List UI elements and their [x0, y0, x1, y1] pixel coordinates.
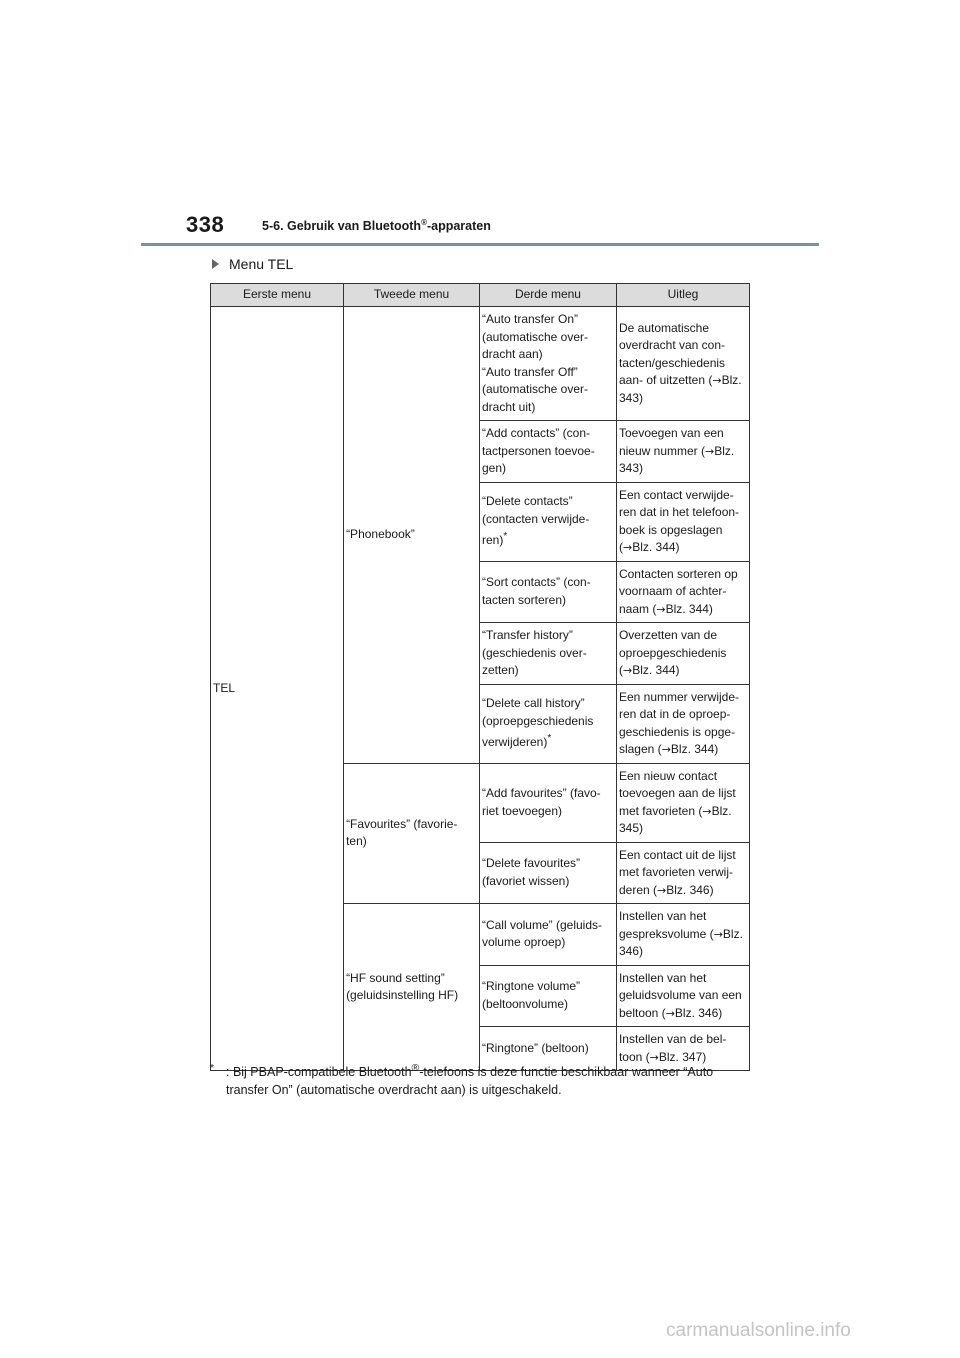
third-menu-cell: “Add contacts” (con-tactpersonen toevoe-gen): [479, 421, 616, 483]
footnote-star: *: [547, 733, 552, 745]
explanation-cell: Een contact verwijde-ren dat in het telefoon-boek is opgeslagen (→Blz. 344): [616, 482, 749, 561]
table-header-row: [211, 284, 750, 307]
explanation-cell: Een nummer verwijde-ren dat in de oproep-geschiedenis is opge-slagen (→Blz. 344): [616, 684, 749, 763]
footnote-star: *: [503, 531, 508, 543]
header-first-menu: Eerste menu: [211, 284, 344, 307]
header-second-menu: Tweede menu: [344, 284, 480, 307]
page-reference[interactable]: Blz. 344: [632, 540, 676, 554]
page-reference[interactable]: Blz. 343: [618, 443, 735, 475]
third-menu-cell: “Delete call history” (oproepgeschiedenis verwijderen)*: [479, 684, 616, 763]
section-title: 5-6. Gebruik van Bluetooth®-apparaten: [262, 218, 491, 234]
arrow-right-icon: →: [622, 541, 633, 554]
third-menu-cell: “Call volume” (geluids-volume oproep): [479, 904, 616, 966]
explanation-cell: Instellen van het geluidsvolume van een beltoon (→Blz. 346): [616, 965, 749, 1027]
third-menu-cell: “Sort contacts” (con-tacten sorteren): [479, 561, 616, 623]
subsection-heading: [212, 256, 293, 272]
explanation-cell: Instellen van het gespreksvolume (→Blz. 346): [616, 904, 749, 966]
table-row: [211, 307, 750, 421]
page-number: 338: [186, 212, 225, 237]
arrow-right-icon: →: [665, 1006, 675, 1020]
third-menu-cell: “Ringtone” (beltoon): [479, 1027, 616, 1071]
explanation-cell: Een nieuw contact toevoegen aan de lijst met favorieten (→Blz. 345): [616, 763, 749, 842]
second-menu-cell: “Favourites” (favorie-ten): [344, 763, 480, 904]
page-reference[interactable]: Blz. 344: [665, 601, 709, 616]
explanation-cell: Contacten sorteren op voornaam of achter-naam (→Blz. 344): [616, 561, 749, 623]
arrow-right-icon: →: [713, 927, 723, 941]
third-menu-cell: “Delete favourites” (favoriet wissen): [479, 842, 616, 904]
triangle-bullet-icon: [212, 259, 219, 269]
explanation-cell: Overzetten van de oproepgeschiedenis (→Blz. 344): [616, 623, 749, 685]
third-menu-cell: “Delete contacts” (contacten verwijde-ren)*: [479, 482, 616, 561]
page-reference[interactable]: Blz. 346: [618, 926, 743, 958]
third-menu-cell: “Auto transfer On” (automatische over-dracht aan) “Auto transfer Off” (automatische over-dracht uit): [479, 307, 616, 421]
subsection-title: Menu TEL: [229, 256, 294, 272]
arrow-right-icon: →: [649, 1050, 659, 1064]
explanation-cell: Toevoegen van een nieuw nummer (→Blz. 343): [616, 421, 749, 483]
arrow-right-icon: →: [657, 883, 667, 897]
watermark: carmanualsonline.info: [666, 1320, 851, 1341]
header-third-menu: Derde menu: [479, 284, 616, 307]
page-reference[interactable]: Blz. 346: [674, 1005, 719, 1020]
explanation-cell: Een contact uit de lijst met favorieten verwij-deren (→Blz. 346): [616, 842, 749, 904]
second-menu-cell: “HF sound setting” (geluidsinstelling HF): [344, 904, 480, 1071]
third-menu-cell: “Transfer history” (geschiedenis over-zetten): [479, 623, 616, 685]
footnote: * : Bij PBAP-compatibele Bluetooth®-telefoons is deze functie beschikbaar wanneer “Auto transfer On” (automatische overdracht aan) is uitgeschakeld.: [210, 1060, 750, 1099]
page-reference[interactable]: Blz. 347: [658, 1049, 703, 1064]
arrow-right-icon: →: [661, 743, 671, 756]
page-reference[interactable]: Blz. 345: [618, 803, 732, 835]
explanation-cell: De automatische overdracht van con-tacten/geschiedenis aan- of uitzetten (→Blz. 343): [616, 307, 749, 421]
footnote-marker: *: [210, 1063, 215, 1074]
arrow-right-icon: →: [656, 602, 666, 616]
page-reference[interactable]: Blz. 344: [670, 742, 715, 756]
third-menu-cell: “Ringtone volume” (beltoonvolume): [479, 965, 616, 1027]
arrow-right-icon: →: [622, 664, 633, 677]
second-menu-cell: “Phonebook”: [344, 307, 480, 764]
arrow-right-icon: →: [702, 804, 712, 818]
arrow-right-icon: →: [712, 374, 722, 388]
page-reference[interactable]: Blz. 344: [632, 663, 676, 677]
header-rule: [141, 243, 819, 246]
header-explanation: Uitleg: [616, 284, 749, 307]
menu-table: [210, 283, 750, 1071]
page-reference[interactable]: Blz. 343: [618, 373, 742, 405]
third-menu-cell: “Add favourites” (favo-riet toevoegen): [479, 763, 616, 842]
arrow-right-icon: →: [705, 444, 715, 458]
first-menu-cell: TEL: [211, 307, 344, 1071]
explanation-cell: Instellen van de bel-toon (→Blz. 347): [616, 1027, 749, 1071]
page-reference[interactable]: Blz. 346: [666, 882, 710, 897]
